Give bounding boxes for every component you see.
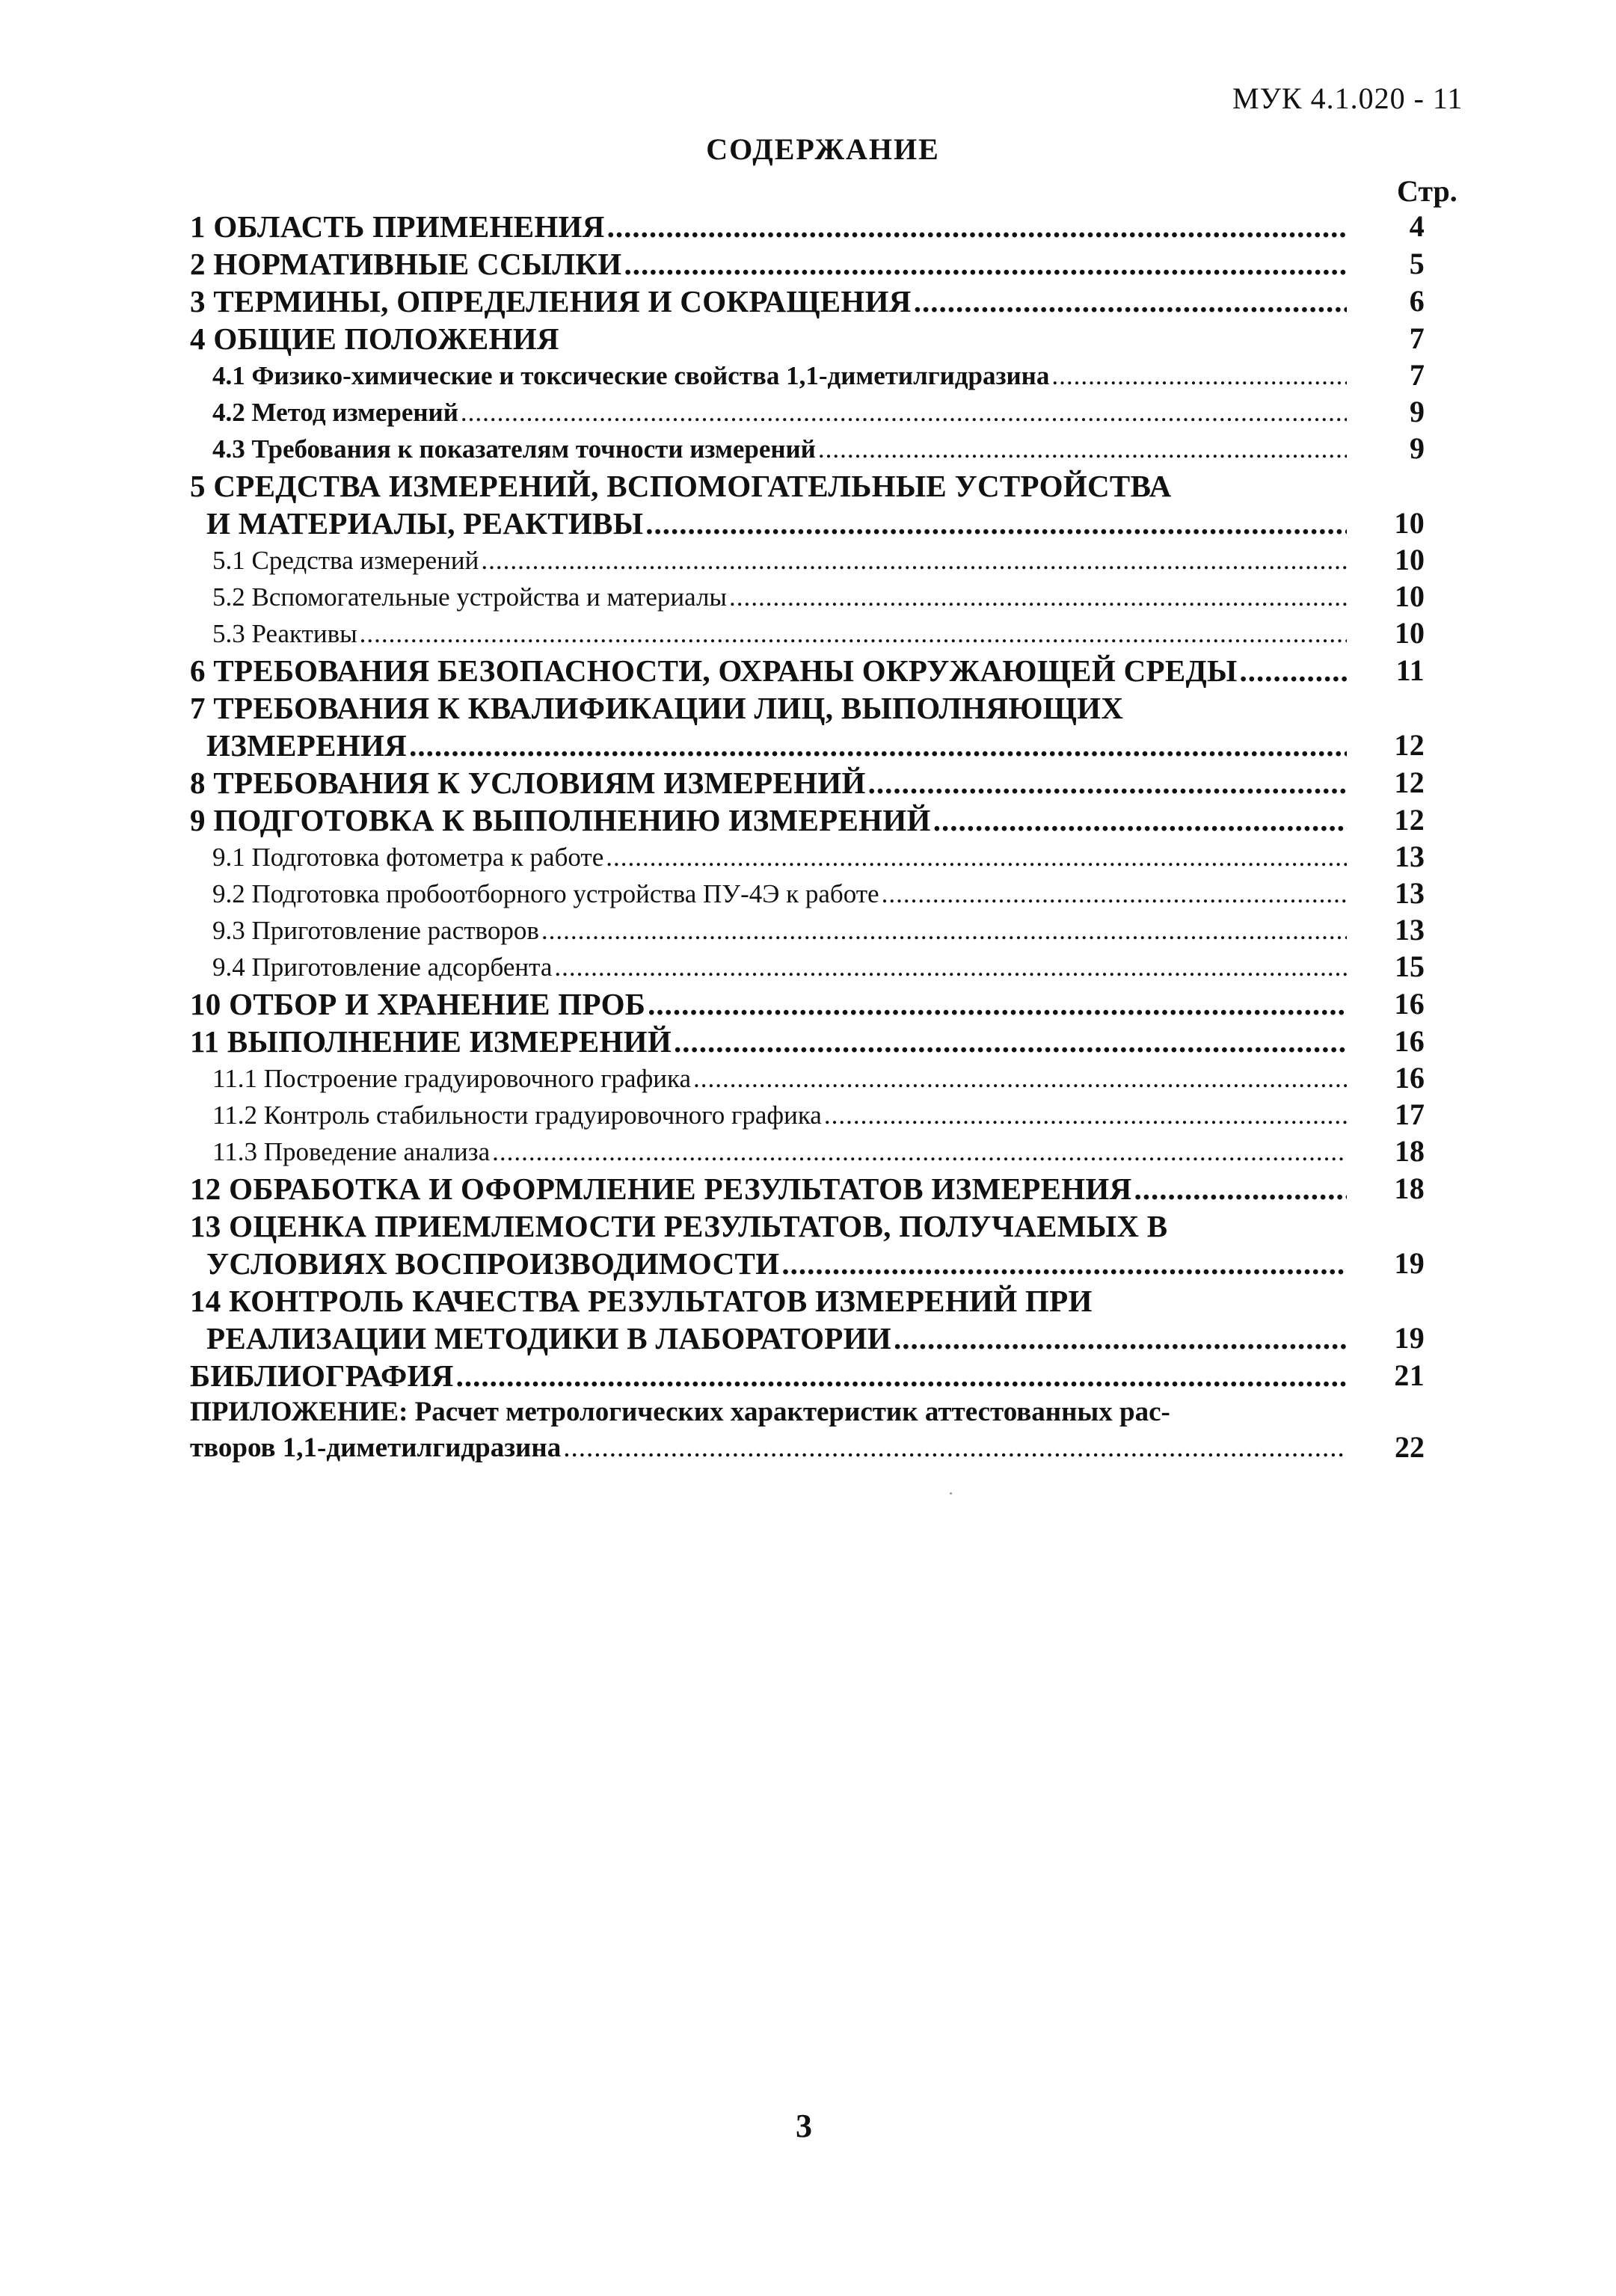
toc-entry-title: 8 ТРЕБОВАНИЯ К УСЛОВИЯМ ИЗМЕРЕНИЙ: [190, 766, 866, 800]
toc-entry: [0, 1060, 1616, 1097]
toc-entry-title: 7 ТРЕБОВАНИЯ К КВАЛИФИКАЦИИ ЛИЦ, ВЫПОЛНЯЮЩИХ: [190, 691, 1124, 725]
toc-entry: [0, 615, 1616, 652]
toc-page-number: 13: [1395, 913, 1425, 947]
toc-page-number: 15: [1395, 950, 1425, 983]
toc-entry-title: БИБЛИОГРАФИЯ: [190, 1358, 454, 1393]
toc-entry: [0, 764, 1616, 801]
toc-entry-title: 13 ОЦЕНКА ПРИЕМЛЕМОСТИ РЕЗУЛЬТАТОВ, ПОЛУЧАЕМЫХ В: [190, 1209, 1168, 1243]
toc-entry: [0, 1357, 1616, 1394]
toc-entry: [0, 1170, 1616, 1207]
toc-entry-title: 6 ТРЕБОВАНИЯ БЕЗОПАСНОСТИ, ОХРАНЫ ОКРУЖАЮЩЕЙ СРЕДЫ: [190, 653, 1238, 688]
toc-page-number: 16: [1395, 1061, 1425, 1095]
toc-page-number: 5: [1409, 247, 1425, 280]
toc-entry-title: 4.2 Метод измерений: [212, 398, 458, 427]
toc-entry-title: 11.3 Проведение анализа: [212, 1137, 491, 1166]
toc-entry-title: 9.2 Подготовка пробоотборного устройства ПУ-4Э к работе: [212, 879, 879, 908]
toc-entry-title: 5.2 Вспомогательные устройства и материалы: [212, 582, 727, 612]
toc-entry-title: РЕАЛИЗАЦИИ МЕТОДИКИ В ЛАБОРАТОРИИ: [206, 1321, 891, 1355]
toc-leader-dots: [624, 245, 1347, 283]
toc-entry: [0, 1133, 1616, 1170]
toc-leader-dots: [409, 727, 1347, 764]
toc-entry-title: 5 СРЕДСТВА ИЗМЕРЕНИЙ, ВСПОМОГАТЕЛЬНЫЕ УСТРОЙСТВА: [190, 469, 1172, 503]
toc-entry-title: 4 ОБЩИЕ ПОЛОЖЕНИЯ: [190, 321, 559, 356]
toc-page-number: 10: [1395, 616, 1425, 650]
toc-page-number: 9: [1410, 395, 1425, 428]
toc-entry-title: 14 КОНТРОЛЬ КАЧЕСТВА РЕЗУЛЬТАТОВ ИЗМЕРЕНИЙ ПРИ: [190, 1284, 1093, 1318]
table-of-contents: [0, 208, 1616, 1466]
document-title: СОДЕРЖАНИЕ: [706, 132, 940, 166]
toc-page-number: 12: [1394, 766, 1425, 799]
toc-entry-title: 9.4 Приготовление адсорбента: [212, 952, 553, 982]
document-code: МУК 4.1.020 - 11: [1232, 81, 1463, 115]
toc-entry-title: 3 ТЕРМИНЫ, ОПРЕДЕЛЕНИЯ И СОКРАЩЕНИЯ: [190, 284, 912, 318]
toc-page-number: 17: [1395, 1098, 1425, 1131]
toc-entry-title: 2 НОРМАТИВНЫЕ ССЫЛКИ: [190, 247, 622, 281]
toc-entry: [0, 801, 1616, 839]
toc-page-number: 16: [1394, 1024, 1425, 1058]
toc-page-number: 9: [1410, 431, 1425, 465]
toc-entry-title: 1 ОБЛАСТЬ ПРИМЕНЕНИЯ: [190, 209, 605, 244]
toc-page-number: 10: [1394, 506, 1425, 540]
toc-entry-title: творов 1,1-диметилгидразина: [190, 1432, 562, 1463]
toc-leader-dots: [492, 1133, 1347, 1170]
toc-entry-title: ПРИЛОЖЕНИЕ: Расчет метрологических характеристик аттестованных рас-: [190, 1397, 1170, 1427]
toc-entry-title: 9.3 Приготовление растворов: [212, 916, 539, 945]
toc-page-number: 13: [1395, 840, 1425, 873]
toc-entry: [0, 357, 1616, 394]
toc-leader-dots: [1240, 652, 1347, 689]
toc-entry: [0, 1207, 1616, 1282]
toc-entry: [0, 579, 1616, 615]
toc-page-number: 13: [1395, 876, 1425, 910]
toc-leader-dots: [563, 1430, 1347, 1466]
toc-leader-dots: [894, 1320, 1347, 1357]
toc-leader-dots: [554, 949, 1347, 985]
toc-entry: [0, 875, 1616, 912]
toc-page-number: 18: [1394, 1172, 1425, 1205]
toc-entry: [0, 245, 1616, 283]
toc-entry-title: 11.1 Построение градуировочного графика: [212, 1064, 691, 1093]
toc-entry: [0, 1023, 1616, 1060]
toc-entry-title: ИЗМЕРЕНИЯ: [206, 728, 408, 763]
toc-page-number: 4: [1409, 209, 1425, 243]
toc-leader-dots: [1134, 1170, 1347, 1207]
toc-page-number: 16: [1394, 987, 1425, 1021]
toc-leader-dots: [933, 801, 1347, 839]
toc-entry-title: 11.2 Контроль стабильности градуировочного графика: [212, 1101, 822, 1130]
scan-speck: [950, 1492, 952, 1495]
toc-leader-dots: [882, 875, 1347, 912]
toc-entry-title: 10 ОТБОР И ХРАНЕНИЕ ПРОБ: [190, 987, 646, 1021]
toc-leader-dots: [824, 1097, 1347, 1133]
toc-page-number: 7: [1410, 358, 1425, 392]
toc-entry-title: 5.1 Средства измерений: [212, 546, 479, 575]
toc-entry: [0, 912, 1616, 949]
toc-leader-dots: [818, 431, 1347, 467]
toc-entry: [0, 208, 1616, 245]
toc-entry-title: 12 ОБРАБОТКА И ОФОРМЛЕНИЕ РЕЗУЛЬТАТОВ ИЗМЕРЕНИЯ: [190, 1172, 1132, 1206]
toc-page-number: 22: [1395, 1430, 1425, 1464]
toc-leader-dots: [607, 208, 1347, 245]
toc-entry: [0, 1394, 1616, 1466]
toc-entry: [0, 949, 1616, 985]
toc-page-number: 6: [1409, 284, 1425, 318]
toc-leader-dots: [781, 1245, 1347, 1282]
toc-entry-title: 11 ВЫПОЛНЕНИЕ ИЗМЕРЕНИЙ: [190, 1024, 672, 1059]
toc-entry-title: 9 ПОДГОТОВКА К ВЫПОЛНЕНИЮ ИЗМЕРЕНИЙ: [190, 803, 931, 837]
toc-entry: [0, 985, 1616, 1023]
toc-leader-dots: [481, 542, 1347, 579]
toc-entry-title: И МАТЕРИАЛЫ, РЕАКТИВЫ: [206, 506, 644, 541]
toc-entry: [0, 689, 1616, 764]
toc-leader-dots: [674, 1023, 1347, 1060]
toc-leader-dots: [648, 985, 1347, 1023]
page-number: 3: [796, 2108, 812, 2144]
toc-entry: [0, 1097, 1616, 1133]
toc-entry-title: УСЛОВИЯХ ВОСПРОИЗВОДИМОСТИ: [206, 1246, 780, 1281]
toc-page-number: 19: [1394, 1321, 1425, 1355]
toc-page-number: 12: [1394, 803, 1425, 837]
toc-leader-dots: [914, 283, 1347, 320]
toc-entry: [0, 839, 1616, 875]
toc-entry: [0, 467, 1616, 542]
toc-entry: [0, 431, 1616, 467]
toc-entry: [0, 652, 1616, 689]
toc-leader-dots: [693, 1060, 1347, 1097]
toc-entry: [0, 283, 1616, 320]
toc-leader-dots: [1051, 357, 1347, 394]
toc-leader-dots: [360, 615, 1347, 652]
toc-page-number: 7: [1409, 321, 1425, 355]
toc-entry-title: 4.3 Требования к показателям точности измерений: [212, 434, 816, 464]
page-column-label: Стр.: [1397, 174, 1457, 208]
toc-page-number: 10: [1395, 579, 1425, 613]
toc-entry: [0, 1282, 1616, 1357]
toc-entry-title: 5.3 Реактивы: [212, 619, 357, 648]
toc-page-number: 19: [1394, 1246, 1425, 1280]
toc-leader-dots: [461, 394, 1347, 431]
toc-page-number: 11: [1395, 653, 1425, 687]
toc-entry: [0, 320, 1616, 357]
toc-page-number: 10: [1395, 543, 1425, 576]
toc-leader-dots: [541, 912, 1347, 949]
toc-page-number: 12: [1394, 728, 1425, 762]
toc-leader-dots: [645, 505, 1347, 542]
toc-page-number: 21: [1394, 1358, 1425, 1392]
toc-entry-title: 9.1 Подготовка фотометра к работе: [212, 843, 604, 872]
toc-leader-dots: [868, 764, 1347, 801]
toc-entry-title: 4.1 Физико-химические и токсические свойства 1,1-диметилгидразина: [212, 361, 1050, 390]
toc-leader-dots: [606, 839, 1347, 875]
toc-page-number: 18: [1395, 1134, 1425, 1168]
toc-leader-dots: [456, 1357, 1347, 1394]
toc-entry: [0, 542, 1616, 579]
toc-leader-dots: [729, 579, 1347, 615]
toc-entry: [0, 394, 1616, 431]
